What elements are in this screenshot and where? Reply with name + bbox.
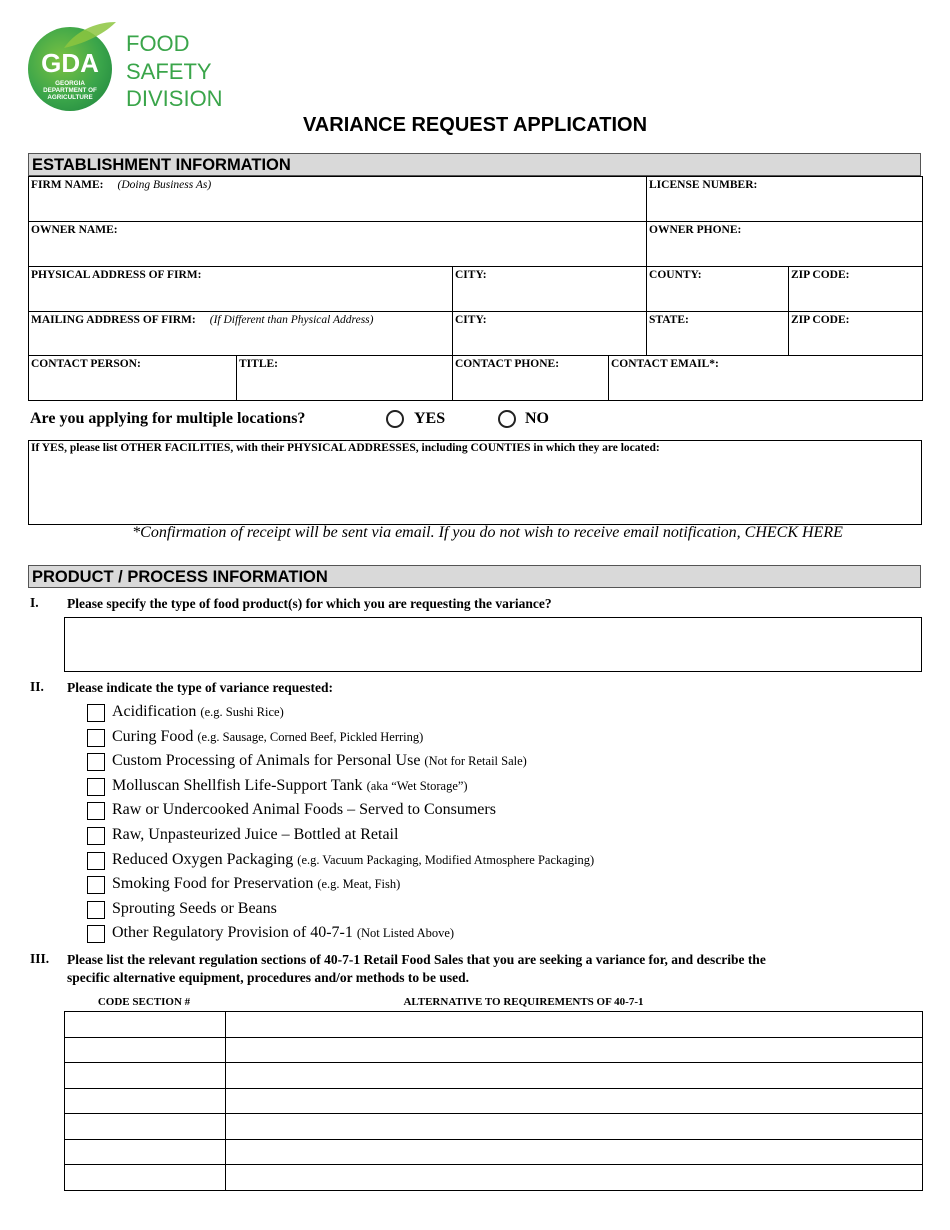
variance-option-checkbox[interactable]: [87, 753, 105, 771]
table-row: [65, 1114, 923, 1140]
table-row: [65, 1063, 923, 1089]
variance-option-label: Sprouting Seeds or Beans: [112, 899, 277, 917]
alternative-cell[interactable]: [226, 1012, 923, 1038]
mailing-address-field[interactable]: MAILING ADDRESS OF FIRM: (If Different than Physical Address): [29, 312, 453, 356]
physical-city-field[interactable]: CITY:: [453, 267, 647, 312]
q3-number: III.: [30, 951, 50, 966]
table-row: [65, 1139, 923, 1165]
leaf-icon: [60, 20, 118, 50]
email-confirmation-note: *Confirmation of receipt will be sent via email. If you do not wish to receive email notification, CHECK HERE: [132, 524, 843, 541]
code-section-cell[interactable]: [65, 1037, 226, 1063]
alternative-header: ALTERNATIVE TO REQUIREMENTS OF 40-7-1: [403, 996, 644, 1008]
logo-subtitle: GEORGIA DEPARTMENT OF AGRICULTURE: [43, 80, 97, 101]
variance-option-checkbox[interactable]: [87, 827, 105, 845]
table-row: [65, 1165, 923, 1191]
no-radio[interactable]: [498, 410, 516, 428]
product-header: PRODUCT / PROCESS INFORMATION: [28, 565, 921, 588]
contact-person-field[interactable]: CONTACT PERSON:: [29, 356, 237, 401]
variance-option-label: Other Regulatory Provision of 40-7-1 (Not Listed Above): [112, 924, 455, 942]
license-number-field[interactable]: LICENSE NUMBER:: [647, 177, 923, 222]
variance-option-label: Raw, Unpasteurized Juice – Bottled at Retail: [112, 826, 399, 843]
code-section-header: CODE SECTION #: [97, 996, 191, 1008]
q3-text: Please list the relevant regulation sections of 40-7-1 Retail Food Sales that you are seeking a variance for, and describe the specific alternative equipment, procedures and/or methods to be used.: [67, 952, 766, 985]
code-section-cell[interactable]: [65, 1114, 226, 1140]
alternative-cell[interactable]: [226, 1114, 923, 1140]
variance-option-label: Custom Processing of Animals for Personal Use (Not for Retail Sale): [112, 752, 527, 770]
physical-address-field[interactable]: PHYSICAL ADDRESS OF FIRM:: [29, 267, 453, 312]
q2-number: II.: [30, 679, 44, 694]
alternative-cell[interactable]: [226, 1037, 923, 1063]
other-facilities-field[interactable]: If YES, please list OTHER FACILITIES, with their PHYSICAL ADDRESSES, including COUNTIES in which they are located:: [28, 440, 922, 525]
variance-option-label: Curing Food (e.g. Sausage, Corned Beef, Pickled Herring): [112, 727, 424, 745]
variance-option-label: Molluscan Shellfish Life-Support Tank (aka “Wet Storage”): [112, 776, 468, 794]
table-row: [65, 1037, 923, 1063]
variance-option-checkbox[interactable]: [87, 876, 105, 894]
county-field[interactable]: COUNTY:: [647, 267, 789, 312]
code-section-table: [64, 1011, 923, 1191]
establishment-header: ESTABLISHMENT INFORMATION: [28, 153, 921, 176]
logo-division-text: FOOD SAFETY DIVISION: [126, 31, 223, 111]
variance-option-checkbox[interactable]: [87, 901, 105, 919]
firm-name-field[interactable]: FIRM NAME: (Doing Business As): [29, 177, 647, 222]
physical-zip-field[interactable]: ZIP CODE:: [789, 267, 923, 312]
alternative-cell[interactable]: [226, 1063, 923, 1089]
code-section-cell[interactable]: [65, 1165, 226, 1191]
logo-abbr: GDA: [41, 48, 99, 78]
alternative-cell[interactable]: [226, 1088, 923, 1114]
variance-option-checkbox[interactable]: [87, 925, 105, 943]
page-title: VARIANCE REQUEST APPLICATION: [302, 114, 648, 136]
variance-option-checkbox[interactable]: [87, 802, 105, 820]
code-section-cell[interactable]: [65, 1012, 226, 1038]
alternative-cell[interactable]: [226, 1165, 923, 1191]
variance-option-checkbox[interactable]: [87, 704, 105, 722]
no-label: NO: [525, 410, 549, 427]
contact-email-field[interactable]: CONTACT EMAIL*:: [609, 356, 923, 401]
code-section-cell[interactable]: [65, 1063, 226, 1089]
owner-name-field[interactable]: OWNER NAME:: [29, 222, 647, 267]
q2-text: Please indicate the type of variance requested:: [67, 680, 333, 695]
establishment-table: [28, 176, 923, 401]
yes-label: YES: [414, 410, 446, 427]
table-row: [65, 1012, 923, 1038]
state-field[interactable]: STATE:: [647, 312, 789, 356]
multiple-locations-question: Are you applying for multiple locations?: [30, 410, 306, 427]
q1-text: Please specify the type of food product(s) for which you are requesting the variance?: [67, 596, 552, 611]
variance-option-checkbox[interactable]: [87, 852, 105, 870]
owner-phone-field[interactable]: OWNER PHONE:: [647, 222, 923, 267]
mailing-zip-field[interactable]: ZIP CODE:: [789, 312, 923, 356]
variance-option-checkbox[interactable]: [87, 778, 105, 796]
code-section-cell[interactable]: [65, 1088, 226, 1114]
yes-radio[interactable]: [386, 410, 404, 428]
alternative-cell[interactable]: [226, 1139, 923, 1165]
title-field[interactable]: TITLE:: [237, 356, 453, 401]
contact-phone-field[interactable]: CONTACT PHONE:: [453, 356, 609, 401]
mailing-city-field[interactable]: CITY:: [453, 312, 647, 356]
code-section-cell[interactable]: [65, 1139, 226, 1165]
food-product-field[interactable]: [64, 617, 922, 672]
variance-option-checkbox[interactable]: [87, 729, 105, 747]
variance-option-label: Smoking Food for Preservation (e.g. Meat, Fish): [112, 875, 401, 893]
variance-option-label: Acidification (e.g. Sushi Rice): [112, 703, 284, 720]
q1-number: I.: [30, 595, 39, 610]
variance-option-label: Reduced Oxygen Packaging (e.g. Vacuum Packaging, Modified Atmosphere Packaging): [112, 850, 595, 868]
table-row: [65, 1088, 923, 1114]
variance-option-label: Raw or Undercooked Animal Foods – Served to Consumers: [112, 801, 496, 819]
